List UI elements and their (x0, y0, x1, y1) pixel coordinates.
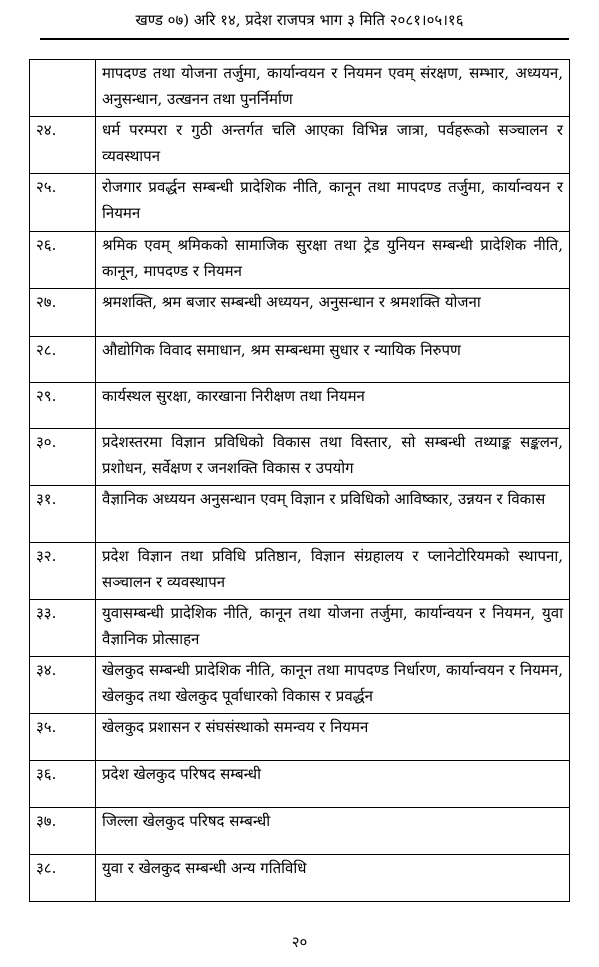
row-number: ३०. (30, 429, 96, 486)
row-number: ३७. (30, 808, 96, 855)
row-number: २८. (30, 337, 96, 383)
row-number (30, 60, 96, 117)
table-row (30, 600, 570, 657)
row-text: श्रमशक्ति, श्रम बजार सम्बन्धी अध्ययन, अनुसन्धान र श्रमशक्ति योजना (96, 289, 570, 337)
row-text: धर्म परम्परा र गुठी अन्तर्गत चलि आएका विभिन्न जात्रा, पर्वहरूको सञ्चालन र व्यवस्थापन (96, 117, 570, 174)
row-text: वैज्ञानिक अध्ययन अनुसन्धान एवम् विज्ञान र प्रविधिको आविष्कार, उन्नयन र विकास (96, 486, 570, 543)
row-text: प्रदेश विज्ञान तथा प्रविधि प्रतिष्ठान, विज्ञान संग्रहालय र प्लानेटोरियमको स्थापना, सञ्चालन र व्यवस्थापन (96, 543, 570, 600)
row-text: प्रदेशस्तरमा विज्ञान प्रविधिको विकास तथा विस्तार, सो सम्बन्धी तथ्याङ्क सङ्कलन, प्रशोधन, सर्वेक्षण र जनशक्ति विकास र उपयोग (96, 429, 570, 486)
table-row (30, 117, 570, 174)
row-number: ३८. (30, 855, 96, 902)
table-row (30, 714, 570, 761)
table-row (30, 657, 570, 714)
table-row (30, 429, 570, 486)
row-text: कार्यस्थल सुरक्षा, कारखाना निरीक्षण तथा नियमन (96, 383, 570, 429)
row-text: युवासम्बन्धी प्रादेशिक नीति, कानून तथा योजना तर्जुमा, कार्यान्वयन र नियमन, युवा वैज्ञानिक प्रोत्साहन (96, 600, 570, 657)
gazette-header: खण्ड ०७) अरि १४, प्रदेश राजपत्र भाग ३ मिति २०८१।०५।१६ (135, 11, 464, 29)
table-row (30, 174, 570, 232)
row-text: युवा र खेलकुद सम्बन्धी अन्य गतिविधि (96, 855, 570, 902)
table-row (30, 543, 570, 600)
functions-table-body (30, 60, 570, 902)
row-number: ३३. (30, 600, 96, 657)
row-text: प्रदेश खेलकुद परिषद सम्बन्धी (96, 761, 570, 808)
row-number: ३२. (30, 543, 96, 600)
header-rule (40, 38, 569, 40)
table-row (30, 855, 570, 902)
table-row (30, 486, 570, 543)
row-number: २५. (30, 174, 96, 232)
table-row (30, 60, 570, 117)
row-number: ३१. (30, 486, 96, 543)
table-row (30, 761, 570, 808)
table-row (30, 808, 570, 855)
row-number: २७. (30, 289, 96, 337)
row-number: २९. (30, 383, 96, 429)
row-number: २४. (30, 117, 96, 174)
row-text: खेलकुद सम्बन्धी प्रादेशिक नीति, कानून तथा मापदण्ड निर्धारण, कार्यान्वयन र नियमन, खेलकुद तथा खेलकुद पूर्वाधारको विकास र प्रवर्द्धन (96, 657, 570, 714)
row-text: जिल्ला खेलकुद परिषद सम्बन्धी (96, 808, 570, 855)
row-number: २६. (30, 232, 96, 289)
table-row (30, 337, 570, 383)
row-text: श्रमिक एवम् श्रमिकको सामाजिक सुरक्षा तथा ट्रेड युनियन सम्बन्धी प्रादेशिक नीति, कानून, मापदण्ड र नियमन (96, 232, 570, 289)
row-number: ३४. (30, 657, 96, 714)
table-row (30, 232, 570, 289)
row-text: खेलकुद प्रशासन र संघसंस्थाको समन्वय र नियमन (96, 714, 570, 761)
table-row (30, 289, 570, 337)
row-text: मापदण्ड तथा योजना तर्जुमा, कार्यान्वयन र नियमन एवम् संरक्षण, सम्भार, अध्ययन, अनुसन्धान, उत्खनन तथा पुनर्निर्माण (96, 60, 570, 117)
row-number: ३५. (30, 714, 96, 761)
row-text: औद्योगिक विवाद समाधान, श्रम सम्बन्धमा सुधार र न्यायिक निरुपण (96, 337, 570, 383)
row-text: रोजगार प्रवर्द्धन सम्बन्धी प्रादेशिक नीति, कानून तथा मापदण्ड तर्जुमा, कार्यान्वयन र नियमन (96, 174, 570, 232)
row-number: ३६. (30, 761, 96, 808)
page-number: २० (291, 933, 308, 951)
functions-table (29, 59, 570, 902)
table-row (30, 383, 570, 429)
